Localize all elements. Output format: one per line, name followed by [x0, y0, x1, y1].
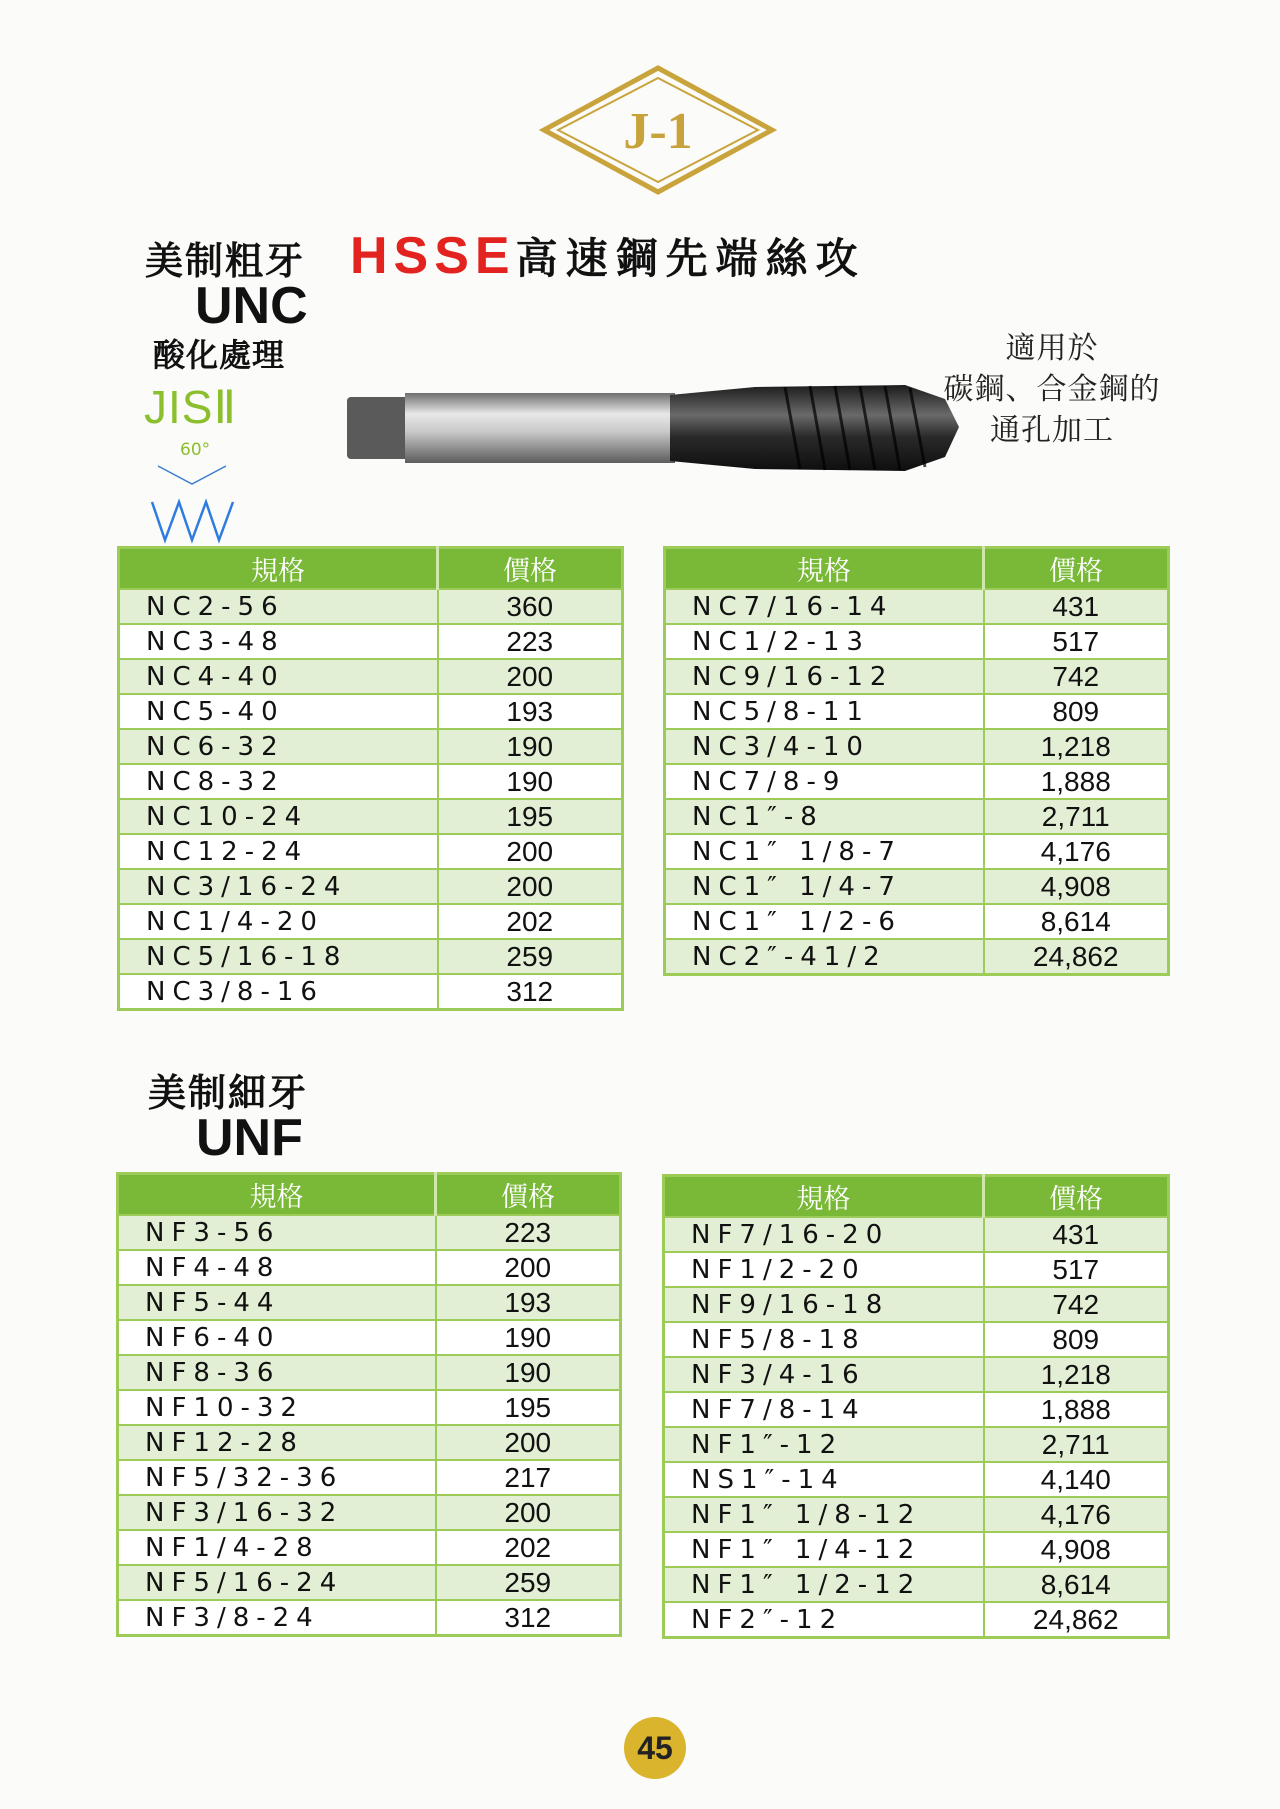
title-product: 高速鋼先端絲攻 — [515, 234, 866, 283]
price-cell: 200 — [438, 659, 623, 694]
size-cell: NC5/8-11 — [665, 694, 984, 729]
table-row — [664, 1567, 1169, 1602]
size-cell: NF5/16-24 — [118, 1565, 436, 1600]
size-cell: NF3/16-32 — [118, 1495, 436, 1530]
size-column-header: 規格 — [664, 1176, 984, 1218]
price-cell: 1,888 — [984, 764, 1169, 799]
size-cell: NC9/16-12 — [665, 659, 984, 694]
price-cell: 193 — [438, 694, 623, 729]
price-cell: 223 — [436, 1215, 621, 1250]
table-row — [119, 904, 623, 939]
price-cell: 200 — [438, 834, 623, 869]
size-cell: NC1″ 1/2-6 — [665, 904, 984, 939]
size-cell: NF1″ 1/8-12 — [664, 1497, 984, 1532]
price-cell: 4,908 — [984, 869, 1169, 904]
jis-standard: JISⅡ — [144, 381, 238, 433]
unf-heading-zh: 美制細牙 — [148, 1071, 309, 1115]
table-row — [664, 1532, 1169, 1567]
table-row — [664, 1427, 1169, 1462]
size-cell: NC8-32 — [119, 764, 438, 799]
table-row — [664, 1322, 1169, 1357]
size-cell: NF7/8-14 — [664, 1392, 984, 1427]
price-cell: 431 — [984, 589, 1169, 624]
size-cell: NC1/4-20 — [119, 904, 438, 939]
size-cell: NF9/16-18 — [664, 1287, 984, 1322]
size-cell: NC3/16-24 — [119, 869, 438, 904]
price-cell: 190 — [436, 1320, 621, 1355]
size-cell: NF1″ 1/4-12 — [664, 1532, 984, 1567]
size-cell: NC5-40 — [119, 694, 438, 729]
price-cell: 195 — [436, 1390, 621, 1425]
price-cell: 1,218 — [984, 1357, 1169, 1392]
price-cell: 4,908 — [984, 1532, 1169, 1567]
size-cell: NC6-32 — [119, 729, 438, 764]
price-cell: 4,140 — [984, 1462, 1169, 1497]
application-line-2: 碳鋼、合金鋼的 — [943, 372, 1161, 407]
size-cell: NS1″-14 — [664, 1462, 984, 1497]
table-row — [118, 1250, 621, 1285]
size-cell: NF10-32 — [118, 1390, 436, 1425]
size-cell: NF5-44 — [118, 1285, 436, 1320]
table-row — [118, 1600, 621, 1636]
size-cell: NF5/8-18 — [664, 1322, 984, 1357]
table-row — [119, 729, 623, 764]
table-row — [119, 589, 623, 624]
size-cell: NF1/4-28 — [118, 1530, 436, 1565]
table-row — [664, 1497, 1169, 1532]
price-cell: 431 — [984, 1217, 1169, 1252]
size-cell: NC5/16-18 — [119, 939, 438, 974]
table-row — [118, 1355, 621, 1390]
table-row — [664, 1357, 1169, 1392]
price-cell: 190 — [436, 1355, 621, 1390]
table-row — [118, 1460, 621, 1495]
price-cell: 1,888 — [984, 1392, 1169, 1427]
size-cell: NF1″ 1/2-12 — [664, 1567, 984, 1602]
table-row — [119, 624, 623, 659]
price-cell: 2,711 — [984, 799, 1169, 834]
size-cell: NC7/8-9 — [665, 764, 984, 799]
table-row — [665, 589, 1169, 624]
size-cell: NC3/4-10 — [665, 729, 984, 764]
size-cell: NF5/32-36 — [118, 1460, 436, 1495]
price-cell: 8,614 — [984, 1567, 1169, 1602]
price-column-header: 價格 — [436, 1174, 621, 1216]
table-row — [665, 659, 1169, 694]
table-row — [119, 659, 623, 694]
page-title — [350, 226, 866, 286]
table-row — [665, 904, 1169, 939]
price-cell: 202 — [438, 904, 623, 939]
size-cell: NF2″-12 — [664, 1602, 984, 1638]
table-row — [118, 1390, 621, 1425]
page-number: 45 — [624, 1717, 686, 1779]
table-row — [665, 624, 1169, 659]
size-cell: NF3/8-24 — [118, 1600, 436, 1636]
title-brand: HSSE — [350, 227, 516, 285]
price-cell: 4,176 — [984, 834, 1169, 869]
size-cell: NF3-56 — [118, 1215, 436, 1250]
size-cell: NC1/2-13 — [665, 624, 984, 659]
thread-profile-icon — [148, 462, 238, 546]
price-cell: 223 — [438, 624, 623, 659]
table-row — [664, 1252, 1169, 1287]
price-cell: 517 — [984, 624, 1169, 659]
unc-table-right — [663, 546, 1170, 976]
table-row — [119, 799, 623, 834]
price-cell: 809 — [984, 694, 1169, 729]
price-cell: 217 — [436, 1460, 621, 1495]
unf-table-right — [662, 1174, 1170, 1639]
size-cell: NC4-40 — [119, 659, 438, 694]
table-row — [119, 694, 623, 729]
price-cell: 360 — [438, 589, 623, 624]
application-line-1: 適用於 — [1005, 331, 1099, 366]
price-cell: 312 — [436, 1600, 621, 1636]
size-cell: NF7/16-20 — [664, 1217, 984, 1252]
size-cell: NF3/4-16 — [664, 1357, 984, 1392]
unc-heading-zh: 美制粗牙 — [145, 239, 306, 283]
unf-table-left — [116, 1172, 622, 1637]
unc-table-left — [117, 546, 624, 1011]
price-cell: 259 — [436, 1565, 621, 1600]
unf-heading-en: UNF — [196, 1109, 303, 1167]
table-row — [665, 834, 1169, 869]
price-cell: 2,711 — [984, 1427, 1169, 1462]
table-row — [665, 869, 1169, 904]
size-column-header: 規格 — [665, 548, 984, 590]
table-row — [118, 1530, 621, 1565]
logo-text: J-1 — [623, 103, 693, 160]
price-cell: 200 — [436, 1250, 621, 1285]
size-cell: NF6-40 — [118, 1320, 436, 1355]
size-cell: NC3-48 — [119, 624, 438, 659]
table-row — [665, 939, 1169, 975]
price-cell: 517 — [984, 1252, 1169, 1287]
table-row — [118, 1425, 621, 1460]
price-cell: 4,176 — [984, 1497, 1169, 1532]
price-cell: 742 — [984, 659, 1169, 694]
price-cell: 200 — [436, 1425, 621, 1460]
size-column-header: 規格 — [118, 1174, 436, 1216]
price-cell: 742 — [984, 1287, 1169, 1322]
price-cell: 200 — [436, 1495, 621, 1530]
size-cell: NF4-48 — [118, 1250, 436, 1285]
table-row — [664, 1287, 1169, 1322]
size-cell: NF12-28 — [118, 1425, 436, 1460]
table-row — [664, 1462, 1169, 1497]
table-row — [118, 1215, 621, 1250]
size-cell: NF1″-12 — [664, 1427, 984, 1462]
price-cell: 200 — [438, 869, 623, 904]
table-row — [665, 799, 1169, 834]
price-cell: 190 — [438, 729, 623, 764]
price-column-header: 價格 — [984, 1176, 1169, 1218]
thread-angle-label: 60° — [180, 440, 211, 460]
price-cell: 202 — [436, 1530, 621, 1565]
size-cell: NC10-24 — [119, 799, 438, 834]
application-line-3: 通孔加工 — [990, 413, 1114, 448]
price-cell: 195 — [438, 799, 623, 834]
application-note — [932, 328, 1172, 451]
size-cell: NF1/2-20 — [664, 1252, 984, 1287]
price-cell: 24,862 — [984, 939, 1169, 975]
size-cell: NC12-24 — [119, 834, 438, 869]
size-cell: NC7/16-14 — [665, 589, 984, 624]
price-cell: 8,614 — [984, 904, 1169, 939]
price-column-header: 價格 — [438, 548, 623, 590]
size-cell: NC1″ 1/8-7 — [665, 834, 984, 869]
table-row — [119, 939, 623, 974]
brand-logo — [538, 64, 778, 196]
table-row — [118, 1285, 621, 1320]
price-cell: 312 — [438, 974, 623, 1010]
table-row — [118, 1495, 621, 1530]
size-cell: NC1″ 1/4-7 — [665, 869, 984, 904]
size-cell: NC2″-41/2 — [665, 939, 984, 975]
table-row — [664, 1392, 1169, 1427]
price-cell: 24,862 — [984, 1602, 1169, 1638]
table-row — [118, 1565, 621, 1600]
size-cell: NC2-56 — [119, 589, 438, 624]
price-cell: 190 — [438, 764, 623, 799]
table-row — [119, 869, 623, 904]
table-row — [665, 729, 1169, 764]
tap-tool-image — [345, 375, 970, 475]
unc-heading-en: UNC — [195, 277, 308, 335]
table-row — [119, 974, 623, 1010]
table-row — [665, 764, 1169, 799]
table-row — [119, 834, 623, 869]
price-cell: 1,218 — [984, 729, 1169, 764]
size-cell: NC3/8-16 — [119, 974, 438, 1010]
treatment-label: 酸化處理 — [153, 336, 286, 374]
table-row — [118, 1320, 621, 1355]
size-cell: NC1″-8 — [665, 799, 984, 834]
price-cell: 809 — [984, 1322, 1169, 1357]
table-row — [664, 1217, 1169, 1252]
table-row — [664, 1602, 1169, 1638]
table-row — [119, 764, 623, 799]
price-cell: 193 — [436, 1285, 621, 1320]
table-row — [665, 694, 1169, 729]
price-cell: 259 — [438, 939, 623, 974]
size-column-header: 規格 — [119, 548, 438, 590]
size-cell: NF8-36 — [118, 1355, 436, 1390]
price-column-header: 價格 — [984, 548, 1169, 590]
